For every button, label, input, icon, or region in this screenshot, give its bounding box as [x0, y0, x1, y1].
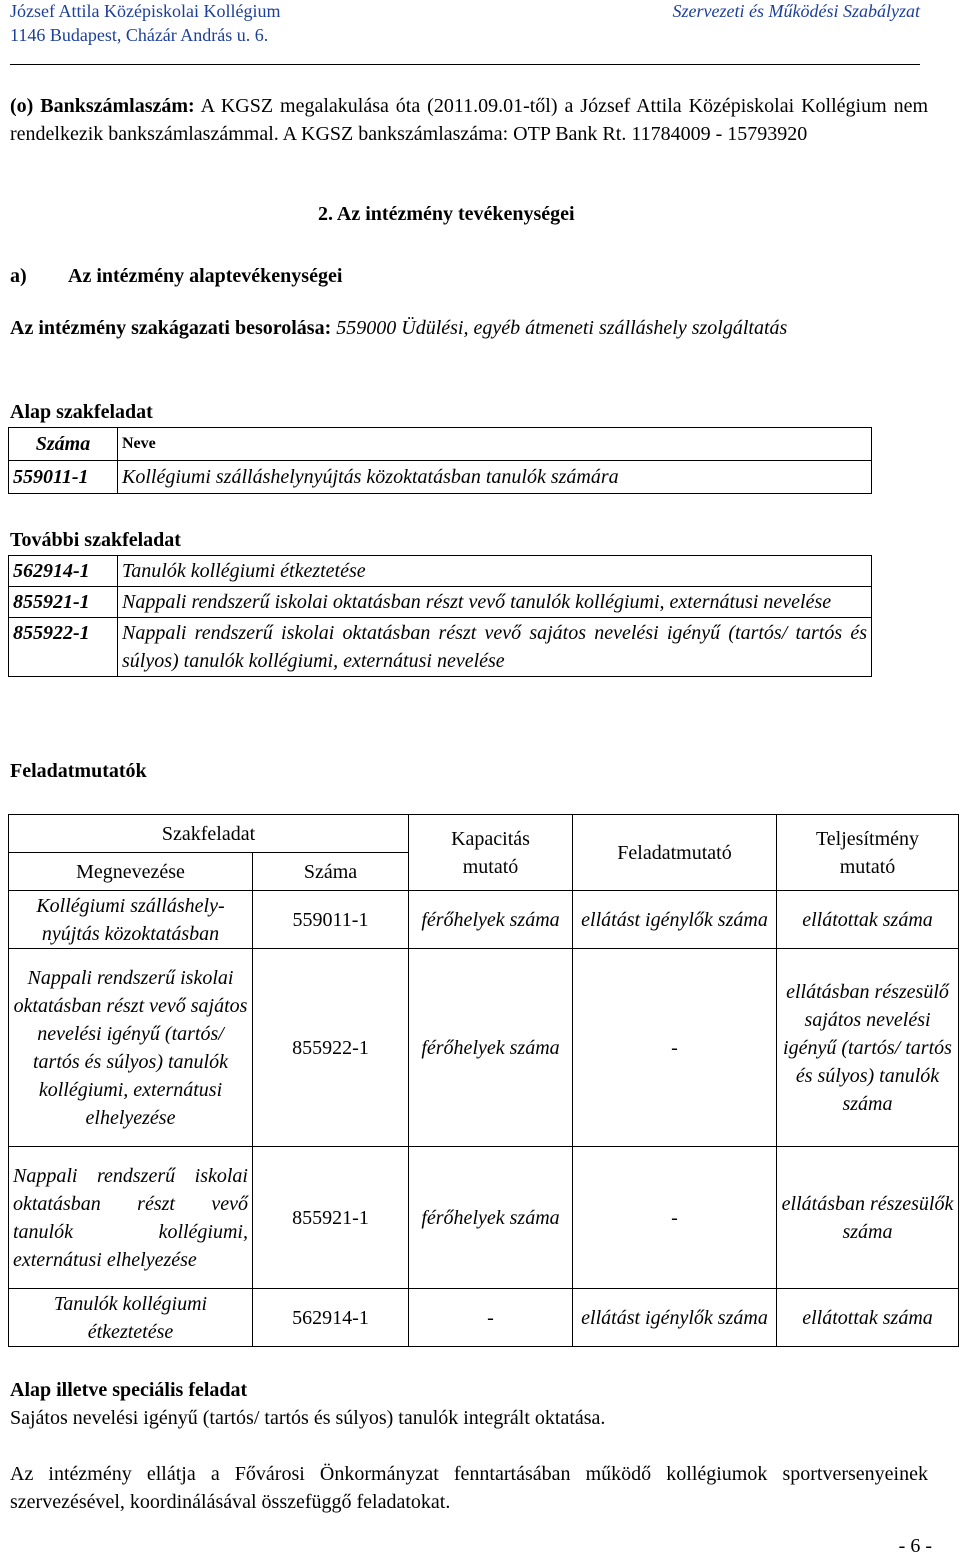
row-capacity: férőhelyek száma [409, 891, 573, 949]
table-row [9, 461, 872, 494]
performance-sub: mutató [839, 855, 896, 878]
classification-paragraph [10, 314, 928, 342]
task-code: 559011-1 [9, 461, 118, 494]
institution-name: József Attila Középiskolai Kollégium [10, 1, 281, 21]
col-header-code: Száma [253, 853, 409, 891]
page-header [10, 0, 920, 65]
row-capacity: - [409, 1289, 573, 1347]
col-header-capacity [409, 815, 573, 891]
row-name: Kollégiumi szálláshely-nyújtás közoktatásban [9, 891, 253, 949]
table-header-row [9, 428, 872, 461]
table-row [9, 949, 959, 1147]
col-header-performance [777, 815, 959, 891]
col-header-name: Neve [118, 428, 872, 461]
section-a-heading [10, 262, 342, 290]
task-name: Nappali rendszerű iskolai oktatásban részt vevő sajátos nevelési igényű (tartós/ tartós és súlyos) tanulók kollégiumi, externátusi nevelése [118, 618, 872, 677]
row-performance: ellátásban részesülő sajátos nevelési igényű (tartós/ tartós és súlyos) tanulók száma [777, 949, 959, 1147]
table-row [9, 1289, 959, 1347]
indicators-heading: Feladatmutatók [10, 760, 147, 782]
row-code: 559011-1 [253, 891, 409, 949]
col-header-code: Száma [9, 428, 118, 461]
task-code: 855922-1 [9, 618, 118, 677]
row-name: Nappali rendszerű iskolai oktatásban részt vevő tanulók kollégiumi, externátusi elhelyezése [9, 1147, 253, 1289]
row-performance: ellátottak száma [777, 891, 959, 949]
indicators-table [8, 814, 959, 1347]
row-code: 855921-1 [253, 1147, 409, 1289]
row-indicator: - [573, 949, 777, 1147]
further-task-heading: További szakfeladat [10, 529, 181, 551]
row-indicator: - [573, 1147, 777, 1289]
capacity-title: Kapacitás [451, 827, 530, 850]
table-row [9, 891, 959, 949]
section-a-label: a) [10, 265, 27, 287]
institution-address: 1146 Budapest, Cházár András u. 6. [10, 25, 269, 45]
section-2-heading [318, 200, 575, 228]
table-row [9, 587, 872, 618]
special-task-heading: Alap illetve speciális feladat [10, 1379, 248, 1401]
task-code: 855921-1 [9, 587, 118, 618]
row-indicator: ellátást igénylők száma [573, 891, 777, 949]
table-row [9, 556, 872, 587]
basic-task-heading: Alap szakfeladat [10, 401, 153, 423]
section-a-title: Az intézmény alaptevékenységei [68, 265, 343, 287]
table-header-row [9, 815, 959, 853]
row-indicator: ellátást igénylők száma [573, 1289, 777, 1347]
task-name: Kollégiumi szálláshelynyújtás közoktatásban tanulók számára [118, 461, 872, 494]
closing-paragraph: Az intézmény ellátja a Fővárosi Önkormányzat fenntartásában működő kollégiumok sportversenyeinek szervezésével, koordinálásával összefüggő feladatokat. [10, 1463, 928, 1513]
task-code: 562914-1 [9, 556, 118, 587]
further-task-table [8, 555, 872, 677]
row-performance: ellátottak száma [777, 1289, 959, 1347]
classification-label: Az intézmény szakágazati besorolása: [10, 317, 332, 339]
row-capacity: férőhelyek száma [409, 949, 573, 1147]
task-name: Nappali rendszerű iskolai oktatásban részt vevő tanulók kollégiumi, externátusi nevelése [118, 587, 872, 618]
classification-value: 559000 Üdülési, egyéb átmeneti szálláshely szolgáltatás [336, 317, 788, 339]
row-name: Nappali rendszerű iskolai oktatásban részt vevő sajátos nevelési igényű (tartós/ tartós és súlyos) tanulók kollégiumi, externátusi elhelyezése [9, 949, 253, 1147]
col-header-task: Szakfeladat [9, 815, 409, 853]
bank-account-label: (o) Bankszámlaszám: [10, 95, 195, 117]
row-code: 562914-1 [253, 1289, 409, 1347]
section-2-number: 2. [318, 203, 333, 225]
basic-task-table [8, 427, 872, 494]
row-capacity: férőhelyek száma [409, 1147, 573, 1289]
performance-title: Teljesítmény [815, 827, 920, 850]
row-performance: ellátásban részesülők száma [777, 1147, 959, 1289]
special-task-text: Sajátos nevelési igényű (tartós/ tartós és súlyos) tanulók integrált oktatása. [10, 1407, 606, 1429]
task-name: Tanulók kollégiumi étkeztetése [118, 556, 872, 587]
bank-account-paragraph [10, 92, 928, 148]
section-2-title: Az intézmény tevékenységei [336, 203, 575, 225]
table-row [9, 1147, 959, 1289]
document-title: Szervezeti és Működési Szabályzat [672, 1, 920, 21]
row-code: 855922-1 [253, 949, 409, 1147]
capacity-sub: mutató [462, 855, 519, 878]
page-number: - 6 - [898, 1535, 932, 1557]
table-row [9, 618, 872, 677]
row-name: Tanulók kollégiumi étkeztetése [9, 1289, 253, 1347]
bank-account-text: A KGSZ megalakulása óta (2011.09.01-től) a József Attila Középiskolai Kollégium nem rendelkezik bankszámlaszámmal. A KGSZ bankszámlaszáma: OTP Bank Rt. 11784009 - 15793920 [10, 95, 929, 145]
col-header-name: Megnevezése [9, 853, 253, 891]
col-header-indicator: Feladatmutató [573, 815, 777, 891]
